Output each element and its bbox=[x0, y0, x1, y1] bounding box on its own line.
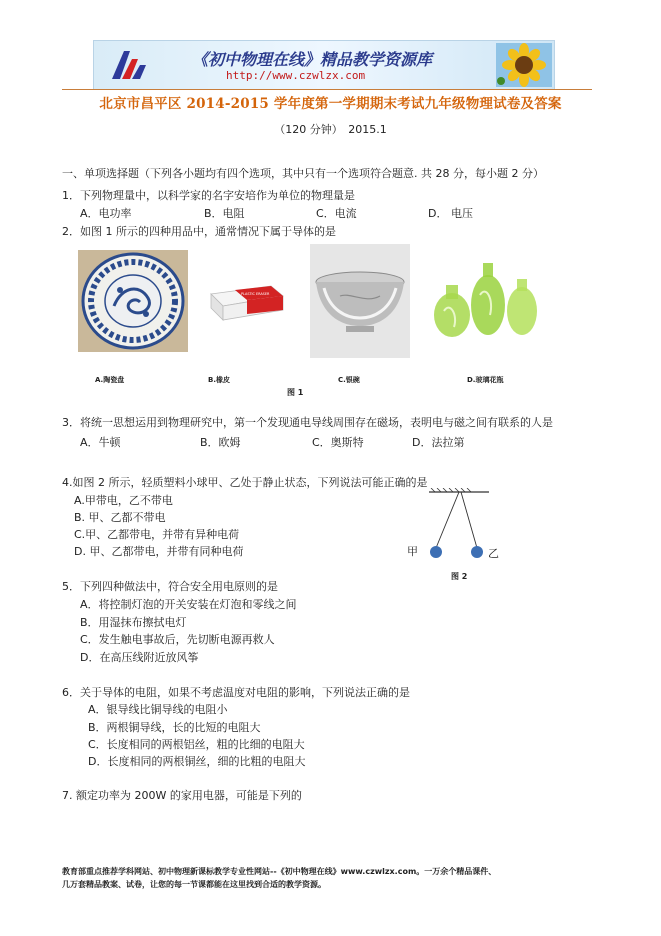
pendulum-balls-diagram bbox=[425, 488, 495, 564]
site-logo-icon bbox=[106, 45, 152, 85]
q5-stem: 5．下列四种做法中，符合安全用电原则的是 bbox=[62, 580, 278, 593]
q1-option-b: B．电阻 bbox=[204, 207, 245, 220]
footer-line-2: 几万套精品教案、试卷，让您的每一节课都能在这里找到合适的教学资源。 bbox=[62, 880, 326, 889]
q4-option-c: C.甲、乙都带电，并带有异种电荷 bbox=[74, 528, 240, 541]
q3-option-a: A．牛顿 bbox=[80, 436, 121, 449]
label-jia: 甲 bbox=[407, 545, 418, 558]
q3-stem: 3．将统一思想运用到物理研究中，第一个发现通电导线周围存在磁场，表明电与磁之间有联系的人是 bbox=[62, 416, 553, 429]
porcelain-plate-image bbox=[78, 250, 188, 352]
banner-url: http://www.czwlzx.com bbox=[226, 69, 366, 82]
q2-stem: 2．如图 1 所示的四种用品中，通常情况下属于导体的是 bbox=[62, 225, 336, 238]
q5-option-d: D．在高压线附近放风筝 bbox=[80, 651, 199, 664]
banner-title: 《初中物理在线》精品教学资源库 bbox=[192, 50, 433, 69]
footer-line-1: 教育部重点推荐学科网站、初中物理新课标教学专业性网站--《初中物理在线》www.czwlzx.com。一万余个精品课件、 bbox=[62, 867, 497, 876]
fig1-caption-b: B.橡皮 bbox=[208, 376, 230, 384]
document-title: 北京市昌平区 2014-2015 学年度第一学期期末考试九年级物理试卷及答案 bbox=[99, 96, 562, 112]
section-heading: 一、单项选择题（下列各小题均有四个选项，其中只有一个选项符合题意. 共 28 分，每小题 2 分） bbox=[62, 167, 544, 180]
eraser-brand-label: PLASTIC ERASER bbox=[241, 292, 270, 296]
silver-bowl-image bbox=[310, 244, 410, 358]
q4-option-a: A.甲带电，乙不带电 bbox=[74, 494, 173, 507]
page-footer bbox=[62, 865, 496, 891]
q4-option-d: D. 甲、乙都带电，并带有同种电荷 bbox=[74, 545, 244, 558]
q1-option-a: A．电功率 bbox=[80, 207, 132, 220]
q6-option-d: D．长度相同的两根铜丝，细的比粗的电阻大 bbox=[88, 755, 306, 768]
q5-option-c: C．发生触电事故后，先切断电源再救人 bbox=[80, 633, 275, 646]
q6-option-a: A．银导线比铜导线的电阻小 bbox=[88, 703, 228, 716]
q1-option-d: D． 电压 bbox=[428, 207, 473, 220]
q6-stem: 6．关于导体的电阻，如果不考虑温度对电阻的影响，下列说法正确的是 bbox=[62, 686, 410, 699]
sunflower-icon bbox=[496, 43, 552, 87]
q4-stem: 4.如图 2 所示，轻质塑料小球甲、乙处于静止状态，下列说法可能正确的是 bbox=[62, 476, 428, 489]
fig1-label: 图 1 bbox=[287, 388, 304, 397]
q3-option-d: D．法拉第 bbox=[412, 436, 465, 449]
fig2-label: 图 2 bbox=[451, 572, 468, 581]
header-banner bbox=[93, 40, 555, 90]
fig1-caption-d: D.玻璃花瓶 bbox=[467, 376, 504, 384]
q7-stem: 7. 额定功率为 200W 的家用电器，可能是下列的 bbox=[62, 789, 302, 802]
eraser-image bbox=[207, 280, 287, 322]
title-divider bbox=[62, 89, 592, 90]
q3-option-c: C．奥斯特 bbox=[312, 436, 364, 449]
q5-option-a: A．将控制灯泡的开关安装在灯泡和零线之间 bbox=[80, 598, 297, 611]
fig1-caption-c: C.银碗 bbox=[338, 376, 360, 384]
fig1-caption-a: A.陶瓷盘 bbox=[95, 376, 125, 384]
q4-option-b: B. 甲、乙都不带电 bbox=[74, 511, 166, 524]
q1-option-c: C．电流 bbox=[316, 207, 357, 220]
document-subtitle: （120 分钟） 2015.1 bbox=[274, 123, 387, 136]
glass-vase-image bbox=[430, 255, 542, 341]
q6-option-c: C．长度相同的两根铝丝，粗的比细的电阻大 bbox=[88, 738, 305, 751]
q1-stem: 1．下列物理量中，以科学家的名字安培作为单位的物理量是 bbox=[62, 189, 355, 202]
q3-option-b: B．欧姆 bbox=[200, 436, 241, 449]
label-yi: 乙 bbox=[488, 547, 499, 560]
q5-option-b: B．用湿抹布擦拭电灯 bbox=[80, 616, 187, 629]
q6-option-b: B．两根铜导线，长的比短的电阻大 bbox=[88, 721, 261, 734]
